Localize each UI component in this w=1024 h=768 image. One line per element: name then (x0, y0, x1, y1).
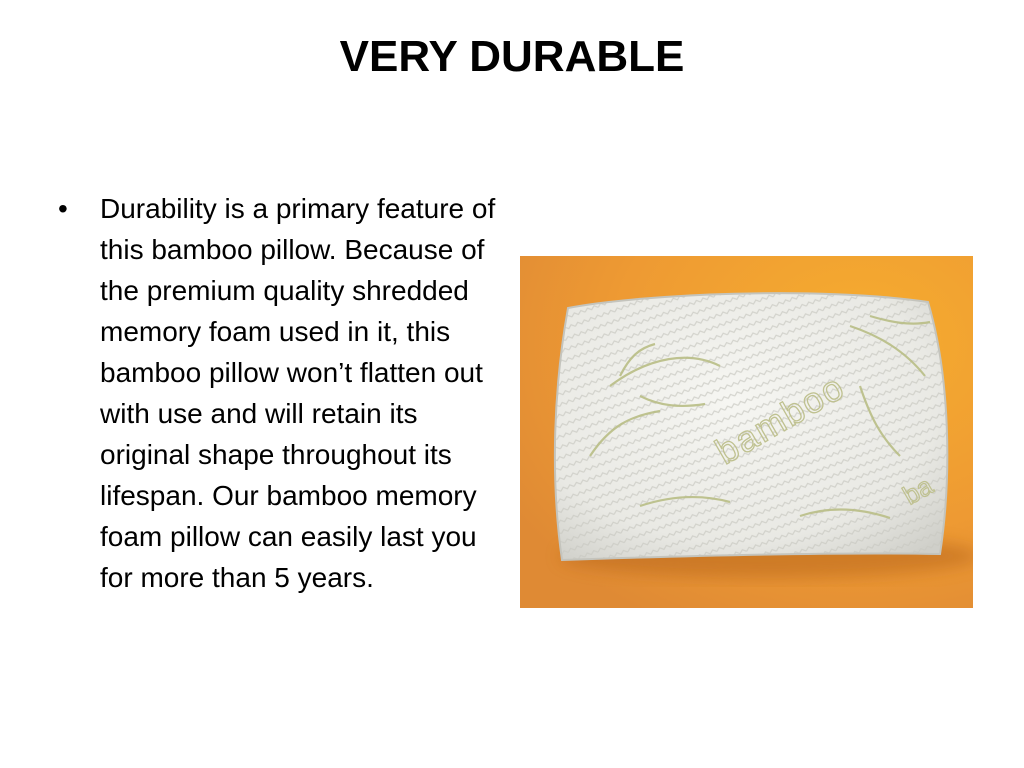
bullet-marker: • (58, 193, 68, 224)
slide-title: VERY DURABLE (339, 32, 685, 81)
pillow-print-text: bamboo (708, 365, 852, 473)
bullet-list (58, 188, 503, 598)
pillow-print-text-partial: ba (897, 470, 938, 511)
pillow-photo (520, 256, 973, 608)
pillow-illustration (520, 256, 973, 608)
bullet-text: Durability is a primary feature of this bamboo pillow. Because of the premium quality shredded memory foam used in it, this bamboo pillow won’t flatten out with use and will retain its original shape throughout its lifespan. Our bamboo memory foam pillow can easily last you for more than 5 years. (100, 193, 496, 593)
bullet-item (58, 188, 503, 598)
